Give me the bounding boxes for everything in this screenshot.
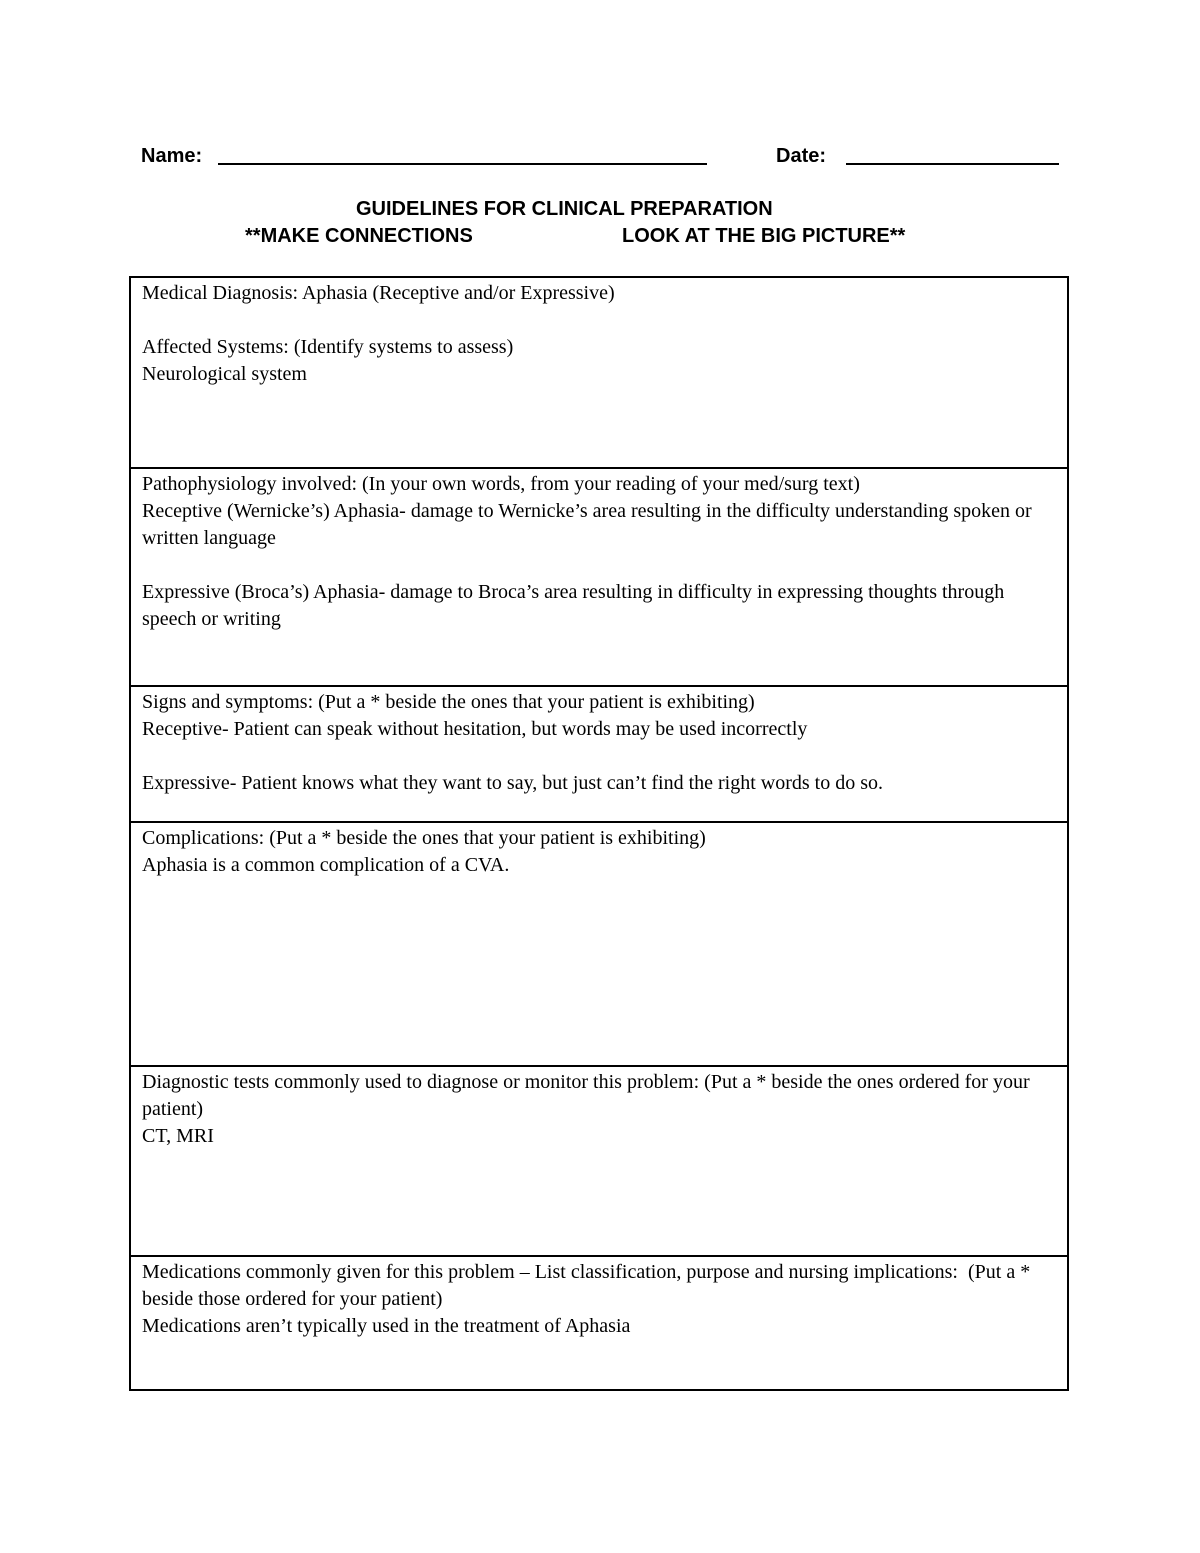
medications-heading: Medications commonly given for this problem – List classification, purpose and nursing implications: (Put a * beside those ordered for your patient) xyxy=(142,1261,1036,1310)
affected-systems-heading: Affected Systems: (Identify systems to assess) xyxy=(142,336,514,358)
page-title: GUIDELINES FOR CLINICAL PREPARATION xyxy=(356,198,773,220)
signs-symptoms-expressive[interactable]: Expressive- Patient knows what they want to say, but just can’t find the right words to do so. xyxy=(142,772,884,794)
medical-diagnosis-heading: Medical Diagnosis: Aphasia (Receptive and/or Expressive) xyxy=(142,282,615,304)
name-field[interactable] xyxy=(218,163,707,165)
form-table xyxy=(129,276,1069,1391)
date-field[interactable] xyxy=(846,163,1059,165)
section-pathophysiology xyxy=(131,467,1067,686)
name-label: Name: xyxy=(141,145,203,167)
section-medical-diagnosis xyxy=(131,278,1067,468)
title-make-connections: **MAKE CONNECTIONS xyxy=(245,225,473,247)
diagnostic-tests-heading: Diagnostic tests commonly used to diagnose or monitor this problem: (Put a * beside the ones ordered for your patient) xyxy=(142,1071,1035,1120)
section-medications xyxy=(131,1255,1067,1389)
section-signs-symptoms xyxy=(131,685,1067,822)
pathophysiology-heading: Pathophysiology involved: (In your own words, from your reading of your med/surg text) xyxy=(142,473,860,495)
section-complications xyxy=(131,821,1067,1066)
title-big-picture: LOOK AT THE BIG PICTURE** xyxy=(622,225,906,247)
affected-systems-line[interactable]: Neurological system xyxy=(142,363,307,385)
section-diagnostic-tests xyxy=(131,1065,1067,1256)
pathophysiology-expressive[interactable]: Expressive (Broca’s) Aphasia- damage to Broca’s area resulting in difficulty in expressing thoughts through speech or writing xyxy=(142,581,1010,630)
medications-line[interactable]: Medications aren’t typically used in the treatment of Aphasia xyxy=(142,1315,631,1337)
complications-line[interactable]: Aphasia is a common complication of a CVA. xyxy=(142,854,510,876)
complications-heading: Complications: (Put a * beside the ones that your patient is exhibiting) xyxy=(142,827,706,849)
diagnostic-tests-line[interactable]: CT, MRI xyxy=(142,1125,214,1147)
signs-symptoms-receptive[interactable]: Receptive- Patient can speak without hesitation, but words may be used incorrectly xyxy=(142,718,808,740)
date-label: Date: xyxy=(776,145,827,167)
pathophysiology-receptive[interactable]: Receptive (Wernicke’s) Aphasia- damage to Wernicke’s area resulting in the difficulty understanding spoken or written language xyxy=(142,500,1037,549)
signs-symptoms-heading: Signs and symptoms: (Put a * beside the ones that your patient is exhibiting) xyxy=(142,691,755,713)
